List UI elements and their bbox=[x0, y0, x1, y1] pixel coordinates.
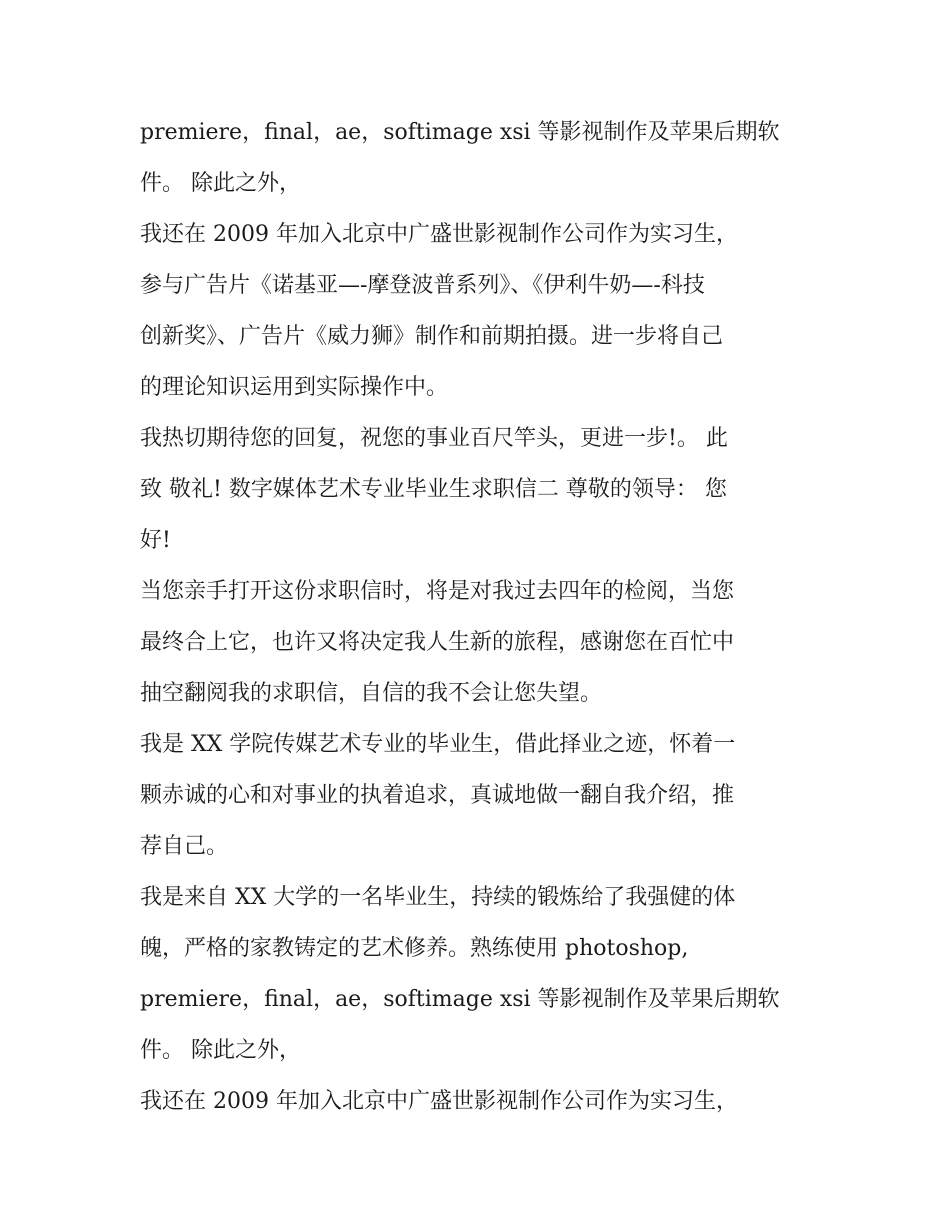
document-body bbox=[140, 107, 820, 1127]
text-line: 我是 XX 学院传媒艺术专业的毕业生，借此择业之迹，怀着一 bbox=[140, 732, 736, 757]
text-line: 的理论知识运用到实际操作中。 bbox=[140, 375, 449, 400]
text-line: 件。 除此之外， bbox=[140, 171, 301, 196]
text-line: 荐自己。 bbox=[140, 834, 229, 859]
text-line: 我是来自 XX 大学的一名毕业生，持续的锻炼给了我强健的体 bbox=[140, 885, 736, 910]
text-line: 件。 除此之外， bbox=[140, 1038, 301, 1063]
text-line: 我热切期待您的回复，祝您的事业百尺竿头，更进一步!。 此 bbox=[140, 426, 728, 451]
text-line: 创新奖》、广告片《威力狮》制作和前期拍摄。进一步将自己 bbox=[140, 324, 724, 349]
text-line: 魄，严格的家教铸定的艺术修养。熟练使用 photoshop, bbox=[140, 936, 689, 961]
text-line: premiere，final，ae，softimage xsi 等影视制作及苹果后期软 bbox=[140, 987, 780, 1012]
text-line: 最终合上它，也许又将决定我人生新的旅程，感谢您在百忙中 bbox=[140, 630, 735, 655]
text-line: 好! bbox=[140, 528, 171, 553]
text-line: 当您亲手打开这份求职信时，将是对我过去四年的检阅，当您 bbox=[140, 579, 735, 604]
text-line: 我还在 2009 年加入北京中广盛世影视制作公司作为实习生， bbox=[140, 222, 738, 247]
text-line: 抽空翻阅我的求职信，自信的我不会让您失望。 bbox=[140, 681, 603, 706]
text-line: 我还在 2009 年加入北京中广盛世影视制作公司作为实习生， bbox=[140, 1089, 738, 1114]
text-line: 参与广告片《诺基亚—-摩登波普系列》、《伊利牛奶—-科技 bbox=[140, 273, 705, 298]
text-line: 致 敬礼! 数字媒体艺术专业毕业生求职信二 尊敬的领导： 您 bbox=[140, 477, 727, 502]
text-line: 颗赤诚的心和对事业的执着追求，真诚地做一翻自我介绍，推 bbox=[140, 783, 735, 808]
text-line: premiere，final，ae，softimage xsi 等影视制作及苹果后期软 bbox=[140, 120, 780, 145]
